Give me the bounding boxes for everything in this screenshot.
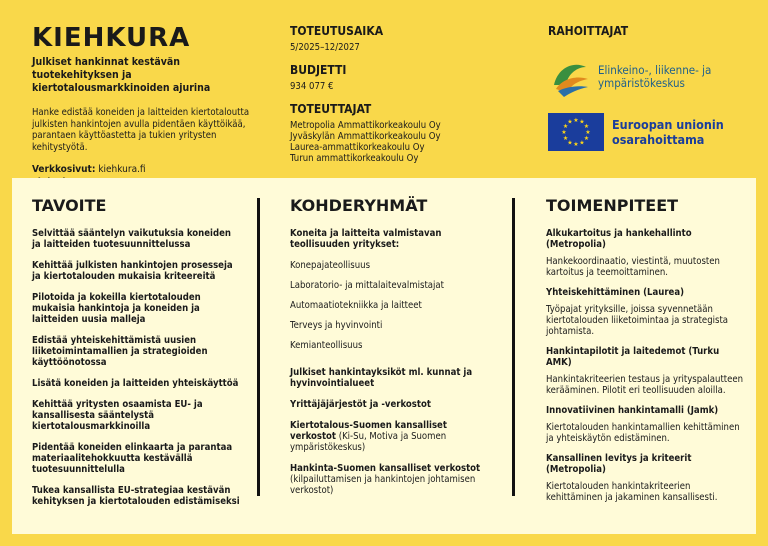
- action-heading: Alkukartoitus ja hankehallinto (Metropolia): [546, 228, 692, 250]
- implementers-list: [290, 120, 520, 164]
- actions-column: [546, 196, 746, 512]
- target-group-item: Kiertotalous-Suomen kansalliset verkostot (Ki-Su, Motiva ja Suomen ympäristökeskus): [290, 420, 447, 453]
- implementer-item: Metropolia Ammattikorkeakoulu Oy: [290, 120, 441, 131]
- schedule-value: 5/2025–12/2027: [290, 42, 360, 53]
- action-text: Hankekoordinaatio, viestintä, muutosten kartoitus ja teemoittaminen.: [546, 256, 720, 278]
- svg-text:★: ★: [562, 135, 569, 142]
- industry-item: Laboratorio- ja mittalaitevalmistajat: [290, 280, 444, 291]
- project-description: Hanke edistää koneiden ja laitteiden kiertotaloutta julkisten hankintojen avulla pidentäen käyttöikää, parantaen käyttöastetta ja tukien yritysten kehitystyötä.: [32, 107, 250, 153]
- website-link[interactable]: kiehkura.fi: [98, 164, 146, 175]
- actions-title: TOIMENPITEET: [546, 196, 679, 215]
- eu-funding-text: Euroopan unionin osarahoittama: [612, 117, 724, 147]
- target-group-item: Yrittäjäjärjestöt ja -verkostot: [290, 399, 431, 410]
- goal-item: Lisätä koneiden ja laitteiden yhteiskäyttöä: [32, 378, 239, 389]
- implementers-title: TOTEUTTAJAT: [290, 102, 372, 116]
- action-heading: Innovatiivinen hankintamalli (Jamk): [546, 405, 719, 416]
- ely-logo: [548, 55, 748, 99]
- goal-item: Kehittää yritysten osaamista EU- ja kansallisesta sääntelystä kiertotalousmarkkinoilla: [32, 399, 203, 432]
- goal-item: Edistää yhteiskehittämistä uusien liiketoimintamallien ja strategioiden käyttöönotossa: [32, 335, 208, 368]
- goals-title: TAVOITE: [32, 196, 107, 215]
- goals-column: [32, 196, 242, 517]
- svg-text:★: ★: [567, 139, 573, 147]
- budget-title: BUDJETTI: [290, 63, 347, 77]
- column-divider: [512, 198, 515, 496]
- action-heading: Yhteiskehittäminen (Laurea): [546, 287, 685, 298]
- svg-text:★: ★: [579, 118, 585, 126]
- implementer-item: Laurea-ammattikorkeakoulu Oy: [290, 142, 425, 153]
- budget-value: 934 077 €: [290, 81, 334, 92]
- industry-item: Terveys ja hyvinvointi: [290, 320, 383, 331]
- target-groups-title: KOHDERYHMÄT: [290, 196, 428, 215]
- goal-item: Pidentää koneiden elinkaarta ja parantaa materiaalitehokkuutta kestävällä tuotesuunnittelulla: [32, 442, 233, 475]
- ely-name: Elinkeino-, liikenne- ja ympäristökeskus: [598, 63, 712, 90]
- website-label: Verkkosivut:: [32, 164, 96, 175]
- header-section: [0, 0, 768, 178]
- target-groups-column: [290, 196, 490, 506]
- action-text: Kiertotalouden hankintakriteerien kehittäminen ja jakaminen kansallisesti.: [546, 481, 718, 503]
- eu-flag-icon: [548, 113, 604, 151]
- goal-item: Pilotoida ja kokeilla kiertotalouden mukaisia hankintoja ja koneiden ja laitteiden uusia malleja: [32, 292, 201, 325]
- svg-text:★: ★: [573, 141, 579, 148]
- svg-text:★: ★: [579, 139, 585, 147]
- goal-item: Kehittää julkisten hankintojen prosesseja ja kiertotalouden mukaisia kriteereitä: [32, 260, 233, 282]
- action-text: Hankintakriteerien testaus ja yrityspalautteen kerääminen. Pilotit eri teollisuuden aloilla.: [546, 374, 744, 396]
- ely-emblem-icon: [548, 55, 592, 99]
- goal-item: Selvittää sääntelyn vaikutuksia koneiden ja laitteiden tuotesuunnittelussa: [32, 228, 231, 250]
- action-heading: Kansallinen levitys ja kriteerit (Metropolia): [546, 453, 692, 475]
- column-divider: [257, 198, 260, 496]
- target-groups-intro: Koneita ja laitteita valmistavan teollisuuden yritykset:: [290, 228, 442, 250]
- implementer-item: Jyväskylän Ammattikorkeakoulu Oy: [290, 131, 441, 142]
- action-text: Työpajat yrityksille, joissa syvennetään kiertotalouden liiketoimintaa ja strategista johtamista.: [546, 304, 729, 337]
- schedule-title: TOTEUTUSAIKA: [290, 24, 384, 38]
- svg-text:★: ★: [561, 129, 567, 136]
- action-heading: Hankintapilotit ja laitedemot (Turku AMK): [546, 346, 720, 368]
- content-panel: [12, 178, 756, 534]
- svg-text:★: ★: [585, 129, 591, 136]
- eu-logo: [548, 113, 748, 151]
- svg-text:★: ★: [573, 117, 579, 124]
- industry-item: Kemianteollisuus: [290, 340, 363, 351]
- goal-item: Tukea kansallista EU-strategiaa kestävän kehityksen ja kiertotalouden edistämiseksi: [32, 485, 240, 507]
- project-tagline: Julkiset hankinnat kestävän tuotekehityksen ja kiertotalousmarkkinoiden ajurina: [32, 56, 211, 94]
- svg-text:★: ★: [567, 118, 573, 126]
- funders: [548, 24, 748, 151]
- target-group-item: Julkiset hankintayksiköt ml. kunnat ja hyvinvointialueet: [290, 367, 473, 389]
- implementer-item: Turun ammattikorkeakoulu Oy: [290, 153, 419, 164]
- kiehkura-logo: KIEHKURA: [32, 23, 191, 53]
- project-info: [32, 24, 262, 189]
- project-facts: [290, 24, 520, 164]
- svg-text:★: ★: [583, 135, 590, 142]
- funders-title: RAHOITTAJAT: [548, 24, 629, 38]
- industry-item: Automaatiotekniikka ja laitteet: [290, 300, 422, 311]
- svg-text:★: ★: [562, 123, 569, 130]
- target-group-item: Hankinta-Suomen kansalliset verkostot (kilpailuttamisen ja hankintojen johtamisen verkostot): [290, 463, 481, 496]
- action-text: Kiertotalouden hankintamallien kehittäminen ja yhteiskäytön edistäminen.: [546, 422, 740, 444]
- industry-item: Konepajateollisuus: [290, 260, 371, 271]
- svg-text:★: ★: [583, 123, 590, 130]
